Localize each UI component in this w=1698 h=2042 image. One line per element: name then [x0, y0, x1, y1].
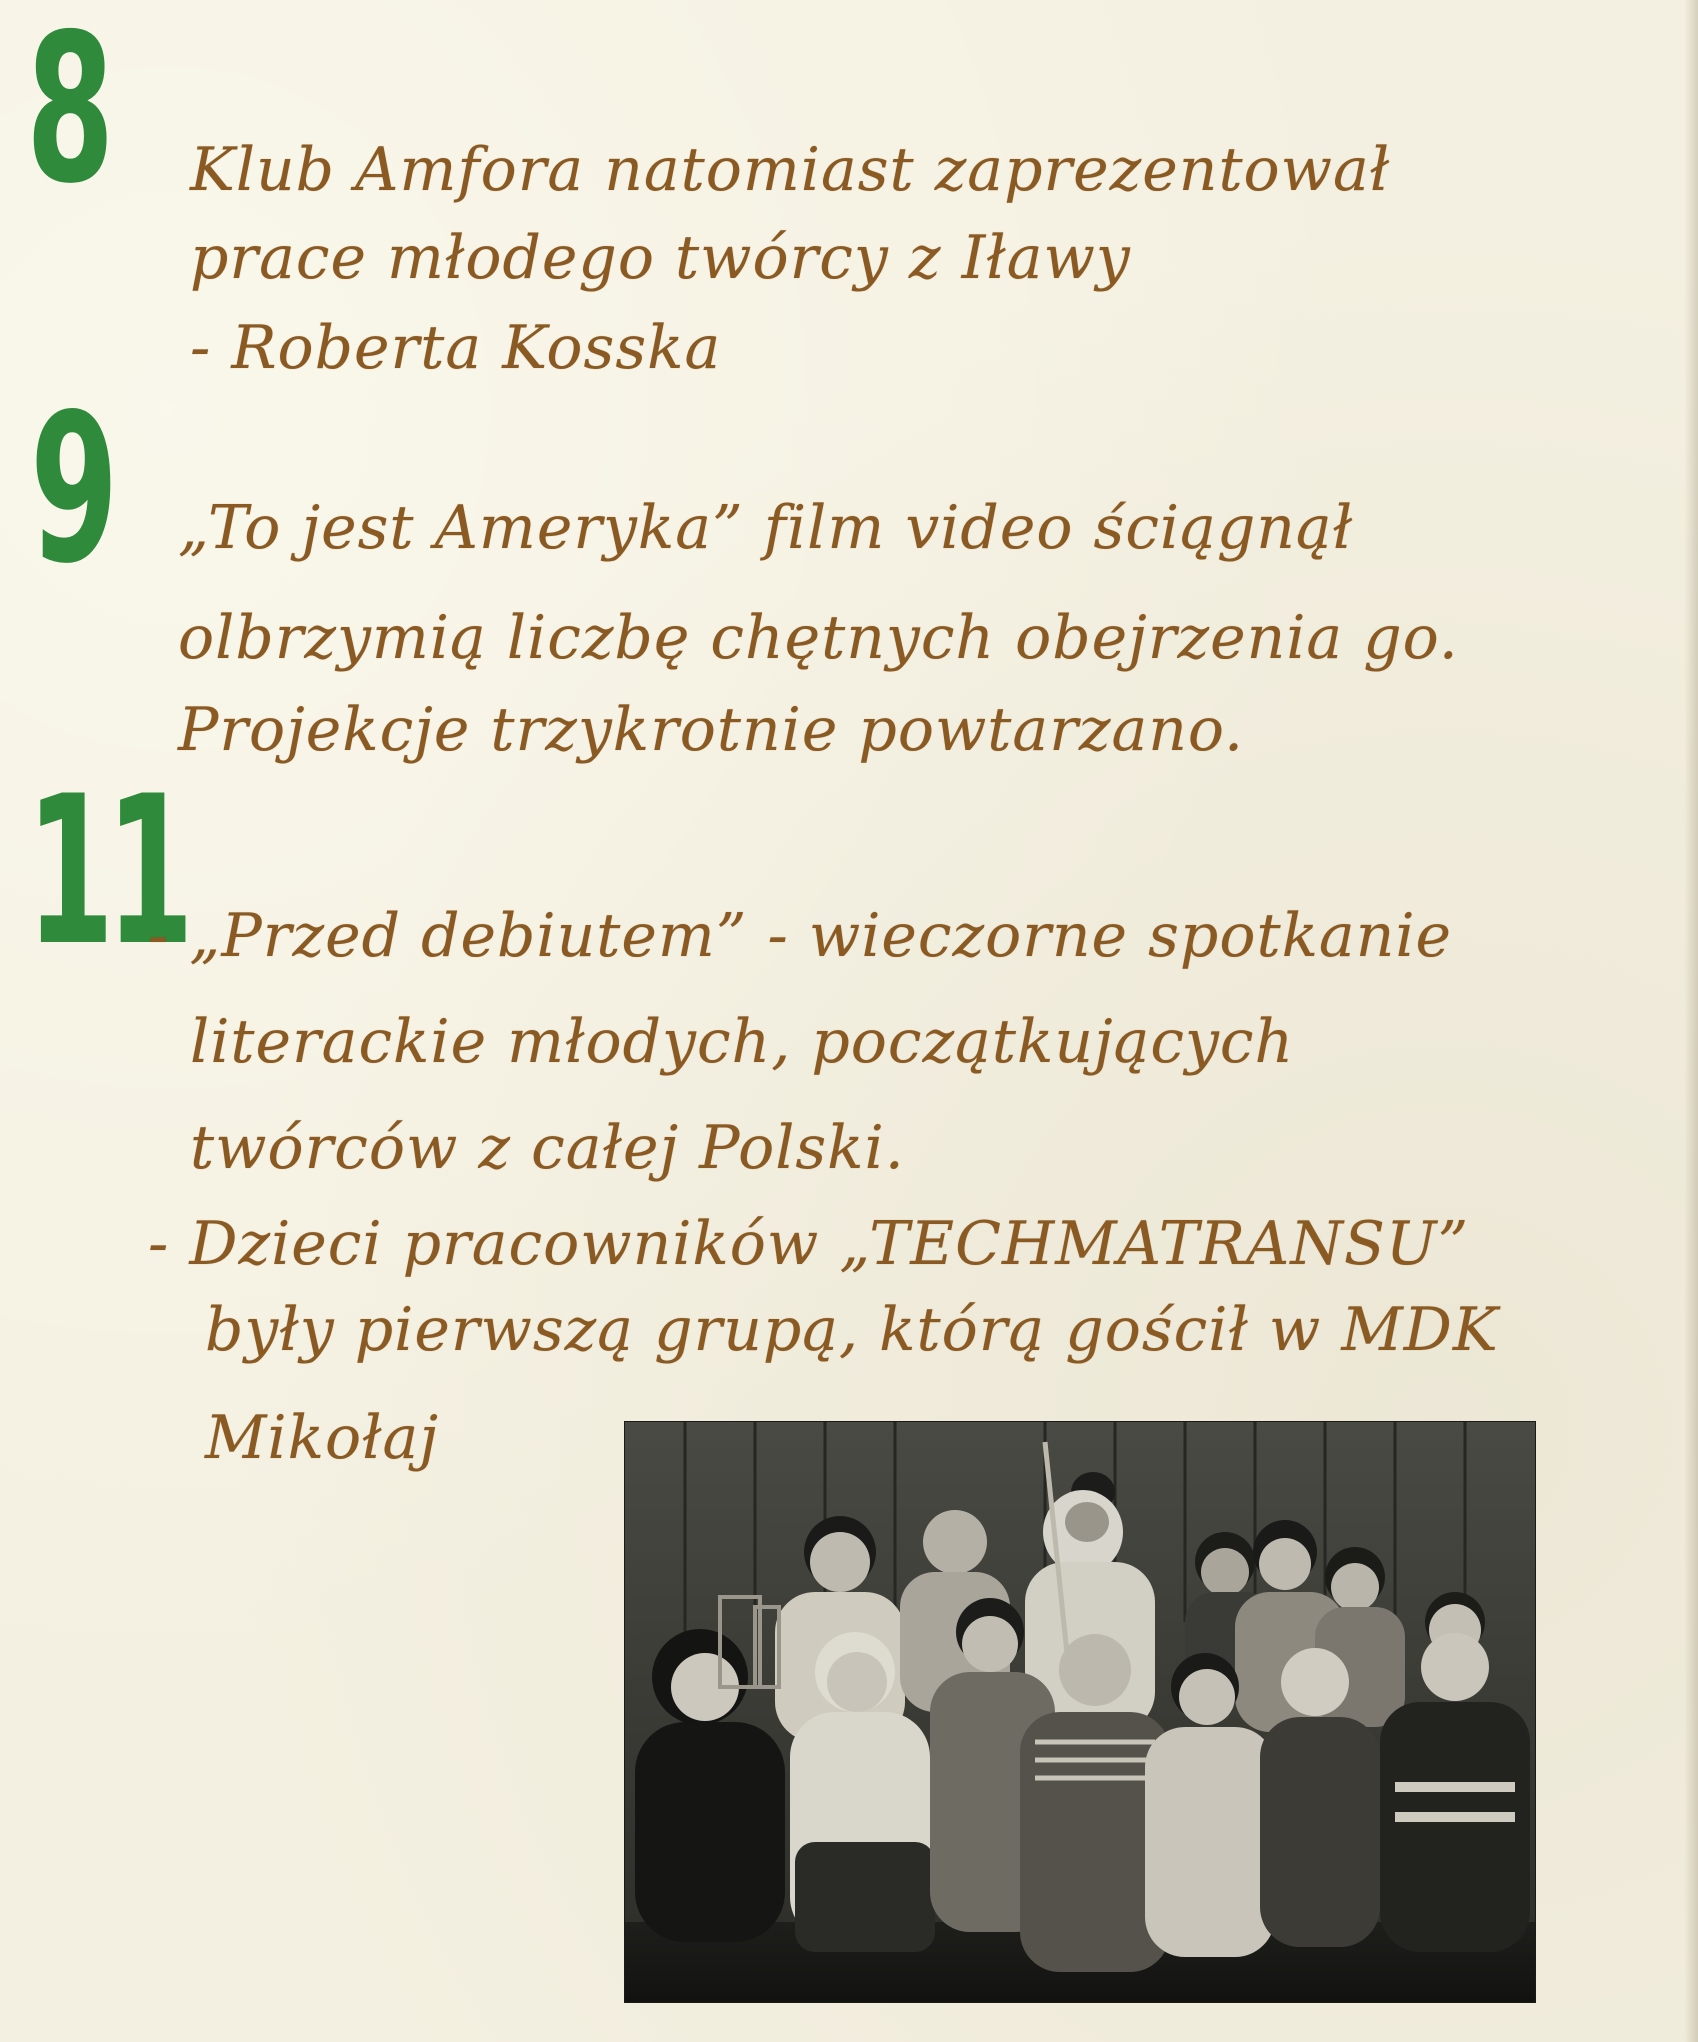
entry-11-line-6: Mikołaj	[205, 1403, 439, 1473]
entry-9-line-1: „To jest Ameryka” film video ściągnął	[178, 493, 1354, 563]
group-photo-image	[625, 1422, 1535, 2002]
entry-11-line-4: - Dzieci pracowników „TECHMATRANSU”	[148, 1209, 1470, 1279]
entry-11-line-2: literackie młodych, początkujących	[190, 1007, 1295, 1077]
entry-9-line-3: Projekcje trzykrotnie powtarzano.	[178, 695, 1245, 765]
entry-8-line-2: prace młodego twórcy z Iławy	[190, 223, 1131, 293]
entry-11-line-3: twórców z całej Polski.	[190, 1113, 905, 1183]
page-gutter-shadow	[1684, 0, 1698, 2042]
entry-9-line-2: olbrzymią liczbę chętnych obejrzenia go.	[178, 603, 1459, 673]
entry-8-line-1: Klub Amfora natomiast zaprezentował	[190, 135, 1391, 205]
day-number-11: 11	[26, 753, 186, 991]
day-number-8: 8	[26, 0, 115, 229]
group-photo	[625, 1422, 1535, 2002]
entry-11-line-5: były pierwszą grupą, którą gościł w MDK	[205, 1295, 1499, 1365]
entry-11-line-1: - „Przed debiutem” - wieczorne spotkanie	[148, 901, 1453, 971]
day-number-9: 9	[30, 371, 119, 609]
entry-8-line-3: - Roberta Kosska	[190, 313, 722, 383]
